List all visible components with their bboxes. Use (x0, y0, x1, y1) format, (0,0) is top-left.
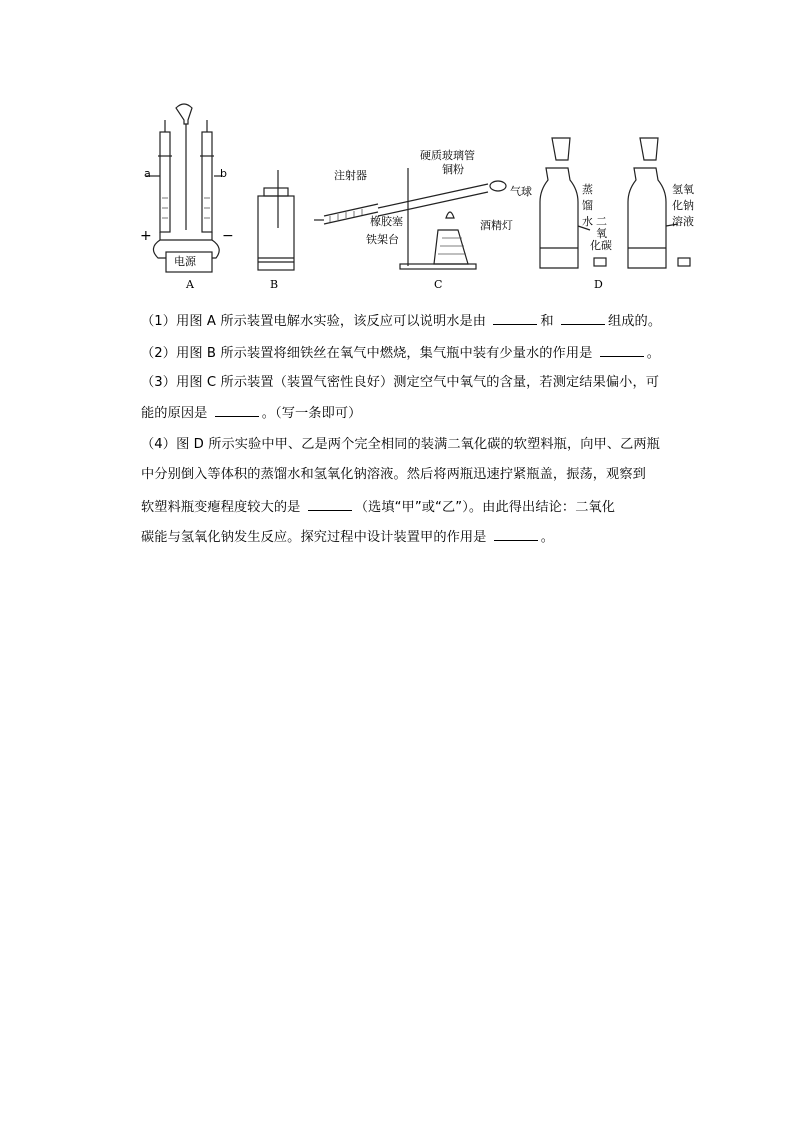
caption-d: D (594, 278, 603, 291)
syringe-label: 注射器 (334, 169, 367, 182)
answer-blank-1a[interactable] (493, 311, 537, 325)
question-3-line-1: （3）用图 C 所示装置（装置气密性良好）测定空气中氧气的含量，若测定结果偏小，可 (141, 375, 660, 390)
iron-stand-label: 铁架台 (366, 233, 399, 246)
minus-sign: − (222, 228, 234, 244)
power-supply-label: 电源 (174, 255, 196, 268)
electrode-b-label: b (220, 167, 227, 180)
question-4-line-3: 软塑料瓶变瘪程度较大的是 （选填“甲”或“乙”）。由此得出结论：二氧化 (141, 497, 615, 518)
alcohol-lamp-label: 酒精灯 (480, 219, 513, 232)
naoh-line-3: 溶液 (672, 215, 694, 228)
answer-blank-1b[interactable] (561, 311, 605, 325)
caption-b: B (270, 278, 279, 291)
naoh-line-1: 氢氧 (672, 183, 694, 196)
distilled-water-char-2: 馏 (582, 199, 593, 212)
answer-blank-4a[interactable] (308, 497, 352, 511)
bottle-yi-shape (628, 168, 666, 268)
caption-a: A (186, 278, 194, 291)
glass-tube-label: 硬质玻璃管 (420, 149, 475, 162)
copper-powder-label: 铜粉 (442, 163, 464, 176)
distilled-water-char-1: 蒸 (582, 183, 593, 196)
answer-blank-3[interactable] (215, 403, 259, 417)
question-4-line-4: 碳能与氢氧化钠发生反应。探究过程中设计装置甲的作用是 。 (141, 527, 554, 548)
co2-char-1: 二 (596, 215, 607, 228)
balloon-label: 气球 (510, 185, 532, 198)
plus-sign: + (140, 228, 152, 244)
apparatus-drawings (138, 98, 698, 298)
funnel-reservoir (176, 104, 192, 124)
question-4-line-1: （4）图 D 所示实验中甲、乙是两个完全相同的装满二氧化碳的软塑料瓶，向甲、乙两瓶 (141, 437, 660, 452)
electrode-a-label: a (144, 167, 151, 180)
answer-blank-2[interactable] (600, 343, 644, 357)
question-3-line-2: 能的原因是 。（写一条即可） (141, 403, 361, 424)
answer-blank-4b[interactable] (494, 527, 538, 541)
rubber-stopper-label: 橡胶塞 (370, 215, 403, 228)
question-1: （1）用图 A 所示装置电解水实验，该反应可以说明水是由 和 组成的。 (141, 311, 661, 332)
distilled-water-char-3: 水 (582, 215, 593, 228)
question-2: （2）用图 B 所示装置将细铁丝在氧气中燃烧，集气瓶中装有少量水的作用是 。 (141, 343, 660, 364)
experiment-figure (138, 98, 698, 298)
naoh-line-2: 化钠 (672, 199, 694, 212)
caption-c: C (434, 278, 443, 291)
question-4-line-2: 中分别倒入等体积的蒸馏水和氢氧化钠溶液。然后将两瓶迅速拧紧瓶盖，振荡，观察到 (141, 467, 646, 482)
co2-char-2: 氧 (596, 227, 607, 240)
co2-char-3: 化碳 (590, 239, 612, 252)
bottle-jia-shape (540, 168, 578, 268)
